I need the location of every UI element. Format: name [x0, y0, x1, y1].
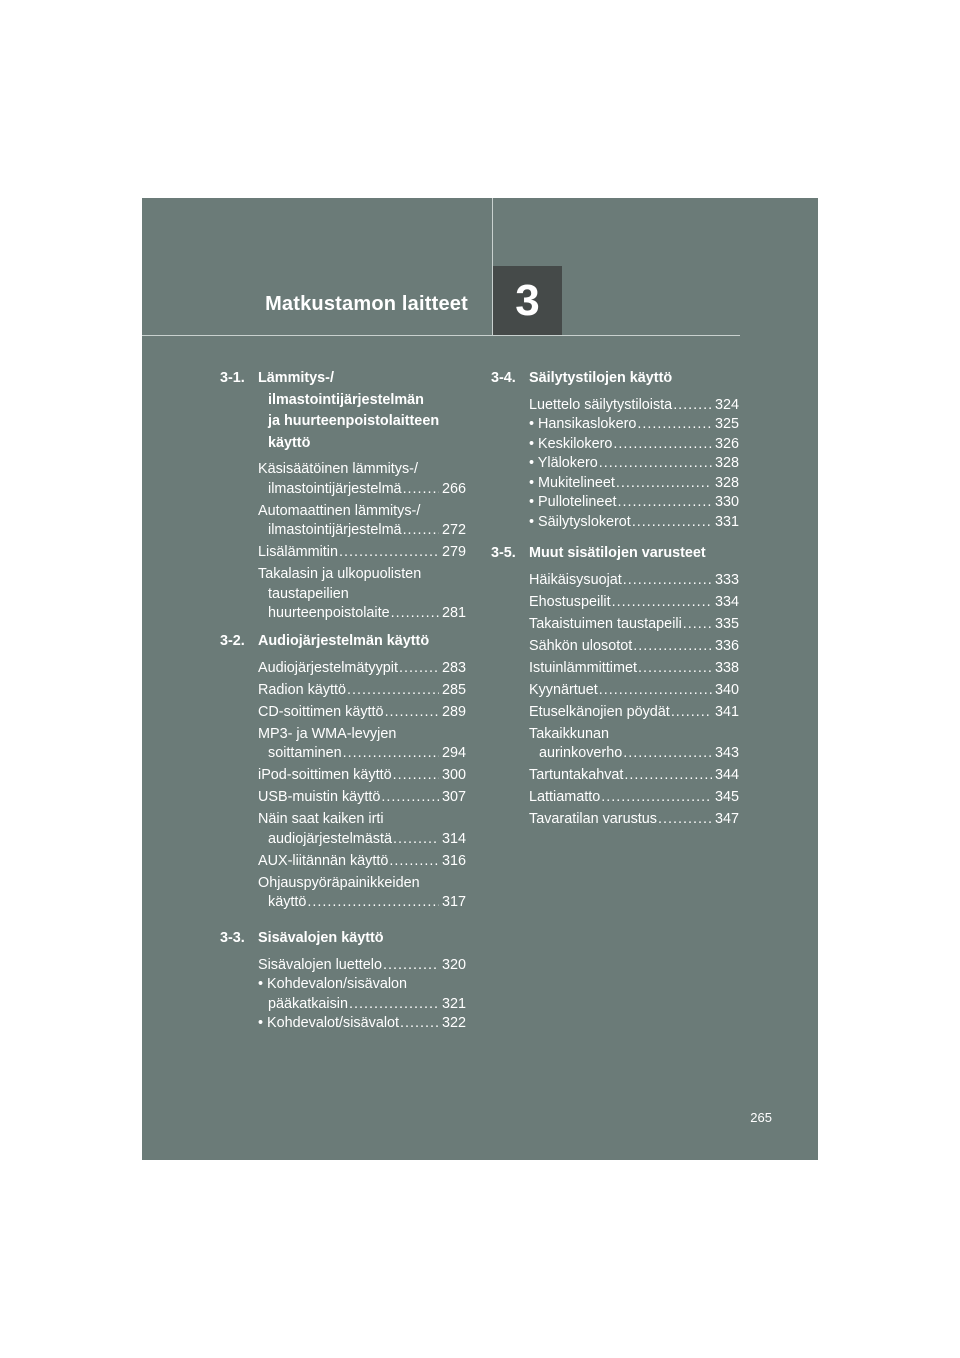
- section-title-line: ja huurteenpoistolaitteen: [268, 413, 440, 429]
- toc-page-number: 266: [441, 480, 466, 497]
- toc-page-number: 324: [714, 396, 739, 413]
- toc-page-number: 279: [441, 544, 466, 560]
- toc-entry[interactable]: [529, 615, 739, 635]
- section-3-3: [220, 928, 466, 1034]
- dot-leader: [617, 493, 712, 513]
- toc-entry[interactable]: [529, 810, 739, 830]
- toc-entry-text: Luettelo säilytystiloista: [529, 396, 673, 413]
- dot-leader: [391, 604, 439, 624]
- toc-entry[interactable]: [258, 788, 466, 808]
- toc-entry[interactable]: [529, 571, 739, 591]
- toc-entry-text: • Kohdevalot/sisävalot: [258, 1015, 400, 1031]
- dot-leader: [671, 703, 712, 723]
- toc-entry[interactable]: [529, 788, 739, 808]
- section-heading: [220, 368, 466, 454]
- toc-entry[interactable]: [258, 852, 466, 872]
- toc-entry[interactable]: [258, 975, 466, 1014]
- toc-entry[interactable]: [529, 435, 739, 455]
- toc-entry-text: AUX-liitännän käyttö: [258, 852, 389, 869]
- section-number: 3-4.: [491, 370, 516, 386]
- toc-entry[interactable]: [529, 725, 739, 764]
- toc-page-number: 338: [714, 659, 739, 676]
- toc-page-number: 272: [441, 522, 466, 538]
- section-3-2: [220, 631, 466, 915]
- toc-entry-text: Tartuntakahvat: [529, 767, 624, 783]
- toc-entry[interactable]: [529, 703, 739, 723]
- toc-page-number: 344: [714, 767, 739, 783]
- toc-entry-text: Kyynärtuet: [529, 681, 598, 698]
- section-title: [220, 631, 466, 653]
- toc-page-number: 334: [714, 593, 739, 610]
- toc-entry-text: Radion käyttö: [258, 681, 346, 698]
- toc-entry[interactable]: [258, 1014, 466, 1034]
- dot-leader: [632, 513, 712, 533]
- dot-leader: [623, 744, 712, 764]
- divider-horizontal: [142, 335, 740, 336]
- toc-entry-text: huurteenpoistolaite: [268, 605, 390, 621]
- toc-entry[interactable]: [258, 502, 466, 541]
- chapter-number-badge: 3: [493, 266, 562, 335]
- toc-entry-text: iPod-soittimen käyttö: [258, 767, 392, 783]
- dot-leader: [599, 681, 712, 701]
- toc-entry-text: Istuinlämmittimet: [529, 659, 637, 676]
- section-title-line: Audiojärjestelmän käyttö: [258, 633, 430, 649]
- toc-page-number: 330: [714, 494, 739, 510]
- toc-entry-text: Häikäisysuojat: [529, 571, 622, 588]
- section-title-line: Lämmitys-/: [258, 370, 334, 386]
- toc-entry[interactable]: [529, 637, 739, 657]
- toc-page-number: 345: [714, 789, 739, 805]
- section-number: 3-2.: [220, 633, 245, 649]
- toc-entry-text: MP3- ja WMA-levyjen: [258, 725, 397, 742]
- toc-entry-text: • Pullotelineet: [529, 494, 617, 510]
- toc-entry[interactable]: [258, 725, 466, 764]
- section-heading: [491, 543, 739, 565]
- toc-entry-text: Takalasin ja ulkopuolisten: [258, 566, 422, 582]
- section-title-line: Säilytystilojen käyttö: [529, 370, 673, 386]
- toc-page-number: 285: [441, 681, 466, 698]
- dot-leader: [307, 893, 439, 913]
- toc-page-number: 322: [441, 1015, 466, 1031]
- dot-leader: [383, 956, 439, 976]
- dot-leader: [683, 615, 712, 635]
- dot-leader: [389, 852, 439, 872]
- dot-leader: [403, 480, 439, 500]
- toc-page-number: 343: [714, 745, 739, 761]
- section-title: [220, 928, 466, 950]
- dot-leader: [637, 415, 712, 435]
- toc-entry-text: • Ylälokero: [529, 455, 598, 471]
- toc-page-number: 314: [441, 830, 466, 847]
- dot-leader: [399, 659, 439, 679]
- toc-entry[interactable]: [258, 810, 466, 849]
- toc-entry-list: [491, 396, 739, 533]
- toc-entry[interactable]: [529, 766, 739, 786]
- dot-leader: [624, 766, 712, 786]
- toc-entry[interactable]: [529, 659, 739, 679]
- toc-entry[interactable]: [529, 493, 739, 513]
- toc-entry[interactable]: [258, 874, 466, 913]
- dot-leader: [393, 766, 439, 786]
- toc-page-number: 333: [714, 571, 739, 588]
- toc-page-number: 326: [714, 435, 739, 452]
- toc-page-number: 289: [441, 703, 466, 720]
- page-number: 265: [750, 1110, 772, 1125]
- section-title-line: Sisävalojen käyttö: [258, 930, 384, 946]
- toc-page-number: 335: [714, 615, 739, 632]
- dot-leader: [638, 659, 712, 679]
- toc-entry-text: ilmastointijärjestelmä: [268, 480, 402, 497]
- dot-leader: [400, 1014, 439, 1034]
- toc-entry[interactable]: [258, 766, 466, 786]
- toc-page-number: 281: [441, 605, 466, 621]
- toc-entry[interactable]: [529, 415, 739, 435]
- toc-entry[interactable]: [258, 703, 466, 723]
- toc-page-number: 341: [714, 703, 739, 720]
- toc-entry[interactable]: [529, 593, 739, 613]
- toc-entry[interactable]: [529, 454, 739, 474]
- toc-entry[interactable]: [258, 460, 466, 499]
- dot-leader: [347, 681, 439, 701]
- toc-entry[interactable]: [529, 474, 739, 494]
- toc-entry-text: • Keskilokero: [529, 435, 613, 452]
- toc-entry[interactable]: [529, 681, 739, 701]
- toc-page-number: 283: [441, 659, 466, 676]
- toc-entry-text: • Hansikaslokero: [529, 416, 637, 432]
- section-heading: [220, 631, 466, 653]
- section-title: [491, 543, 739, 565]
- toc-entry-text: Lattiamatto: [529, 789, 601, 805]
- dot-leader: [403, 521, 439, 541]
- toc-entry-text: Tavaratilan varustus: [529, 811, 657, 827]
- toc-entry[interactable]: [258, 681, 466, 701]
- toc-entry-text: • Kohdevalon/sisävalon: [258, 976, 408, 992]
- toc-entry[interactable]: [529, 513, 739, 533]
- toc-entry-text: Etuselkänojien pöydät: [529, 703, 670, 720]
- dot-leader: [393, 830, 439, 850]
- toc-entry-text: Takaistuimen taustapeili: [529, 615, 682, 632]
- toc-entry-text: aurinkoverho: [539, 745, 623, 761]
- toc-entry[interactable]: [529, 396, 739, 416]
- toc-entry-text: Ohjauspyöräpainikkeiden: [258, 874, 420, 891]
- toc-entry-text: taustapeilien: [268, 585, 349, 602]
- dot-leader: [339, 543, 439, 563]
- toc-page-number: 336: [714, 637, 739, 654]
- toc-entry-text: Käsisäätöinen lämmitys-/: [258, 461, 418, 477]
- toc-entry-text: soittaminen: [268, 745, 342, 761]
- toc-entry-text: • Mukitelineet: [529, 474, 615, 491]
- toc-entry[interactable]: [258, 565, 466, 624]
- dot-leader: [601, 788, 712, 808]
- toc-entry-text: audiojärjestelmästä: [268, 830, 392, 847]
- dot-leader: [616, 474, 712, 494]
- section-title: [491, 368, 739, 390]
- toc-page-number: 325: [714, 416, 739, 432]
- section-number: 3-5.: [491, 545, 516, 561]
- dot-leader: [612, 593, 712, 613]
- toc-entry-text: Audiojärjestelmätyypit: [258, 659, 398, 676]
- chapter-title: Matkustamon laitteet: [265, 293, 468, 315]
- toc-page-number: 340: [714, 681, 739, 698]
- toc-entry-list: [220, 956, 466, 1034]
- section-3-1: [220, 368, 466, 626]
- toc-page-number: 328: [714, 474, 739, 491]
- toc-entry-text: Ehostuspeilit: [529, 593, 611, 610]
- section-heading: [220, 928, 466, 950]
- toc-entry-text: ilmastointijärjestelmä: [268, 522, 402, 538]
- toc-page-number: 307: [441, 789, 466, 805]
- dot-leader: [623, 571, 712, 591]
- dot-leader: [613, 435, 712, 455]
- toc-entry-text: käyttö: [268, 894, 307, 910]
- dot-leader: [658, 810, 712, 830]
- section-title: [220, 368, 466, 454]
- toc-entry-text: CD-soittimen käyttö: [258, 703, 384, 720]
- section-title-line: ilmastointijärjestelmän: [268, 391, 424, 408]
- section-number: 3-3.: [220, 930, 245, 946]
- toc-entry-text: USB-muistin käyttö: [258, 789, 381, 805]
- section-3-4: [491, 368, 739, 532]
- toc-entry-list: [220, 659, 466, 913]
- toc-entry-text: Lisälämmitin: [258, 544, 338, 560]
- toc-entry-text: Sisävalojen luettelo: [258, 956, 382, 973]
- toc-page-number: 300: [441, 767, 466, 783]
- toc-page-number: 294: [441, 745, 466, 761]
- toc-page-number: 316: [441, 852, 466, 869]
- toc-entry-text: Automaattinen lämmitys-/: [258, 502, 421, 519]
- toc-entry[interactable]: [258, 543, 466, 563]
- toc-page-number: 331: [714, 513, 739, 530]
- toc-entry-text: Takaikkunan: [529, 725, 609, 742]
- section-number: 3-1.: [220, 370, 245, 386]
- toc-page-number: 347: [714, 811, 739, 827]
- toc-page-number: 317: [441, 894, 466, 910]
- dot-leader: [673, 396, 712, 416]
- dot-leader: [349, 995, 439, 1015]
- toc-page-number: 321: [441, 995, 466, 1012]
- dot-leader: [599, 454, 712, 474]
- toc-entry-text: Sähkön ulosotot: [529, 637, 633, 654]
- dot-leader: [385, 703, 439, 723]
- toc-page-number: 328: [714, 455, 739, 471]
- toc-entry-list: [491, 571, 739, 830]
- toc-entry-list: [220, 460, 466, 624]
- toc-entry-text: • Säilytyslokerot: [529, 513, 631, 530]
- section-title-line: Muut sisätilojen varusteet: [529, 545, 706, 561]
- toc-entry[interactable]: [258, 956, 466, 976]
- section-title-line: käyttö: [268, 434, 311, 451]
- dot-leader: [381, 788, 439, 808]
- toc-entry[interactable]: [258, 659, 466, 679]
- dot-leader: [343, 744, 439, 764]
- toc-page-number: 320: [441, 956, 466, 973]
- section-heading: [491, 368, 739, 390]
- dot-leader: [633, 637, 712, 657]
- section-3-5: [491, 543, 739, 832]
- toc-entry-text: Näin saat kaiken irti: [258, 811, 384, 827]
- toc-entry-text: pääkatkaisin: [268, 995, 348, 1012]
